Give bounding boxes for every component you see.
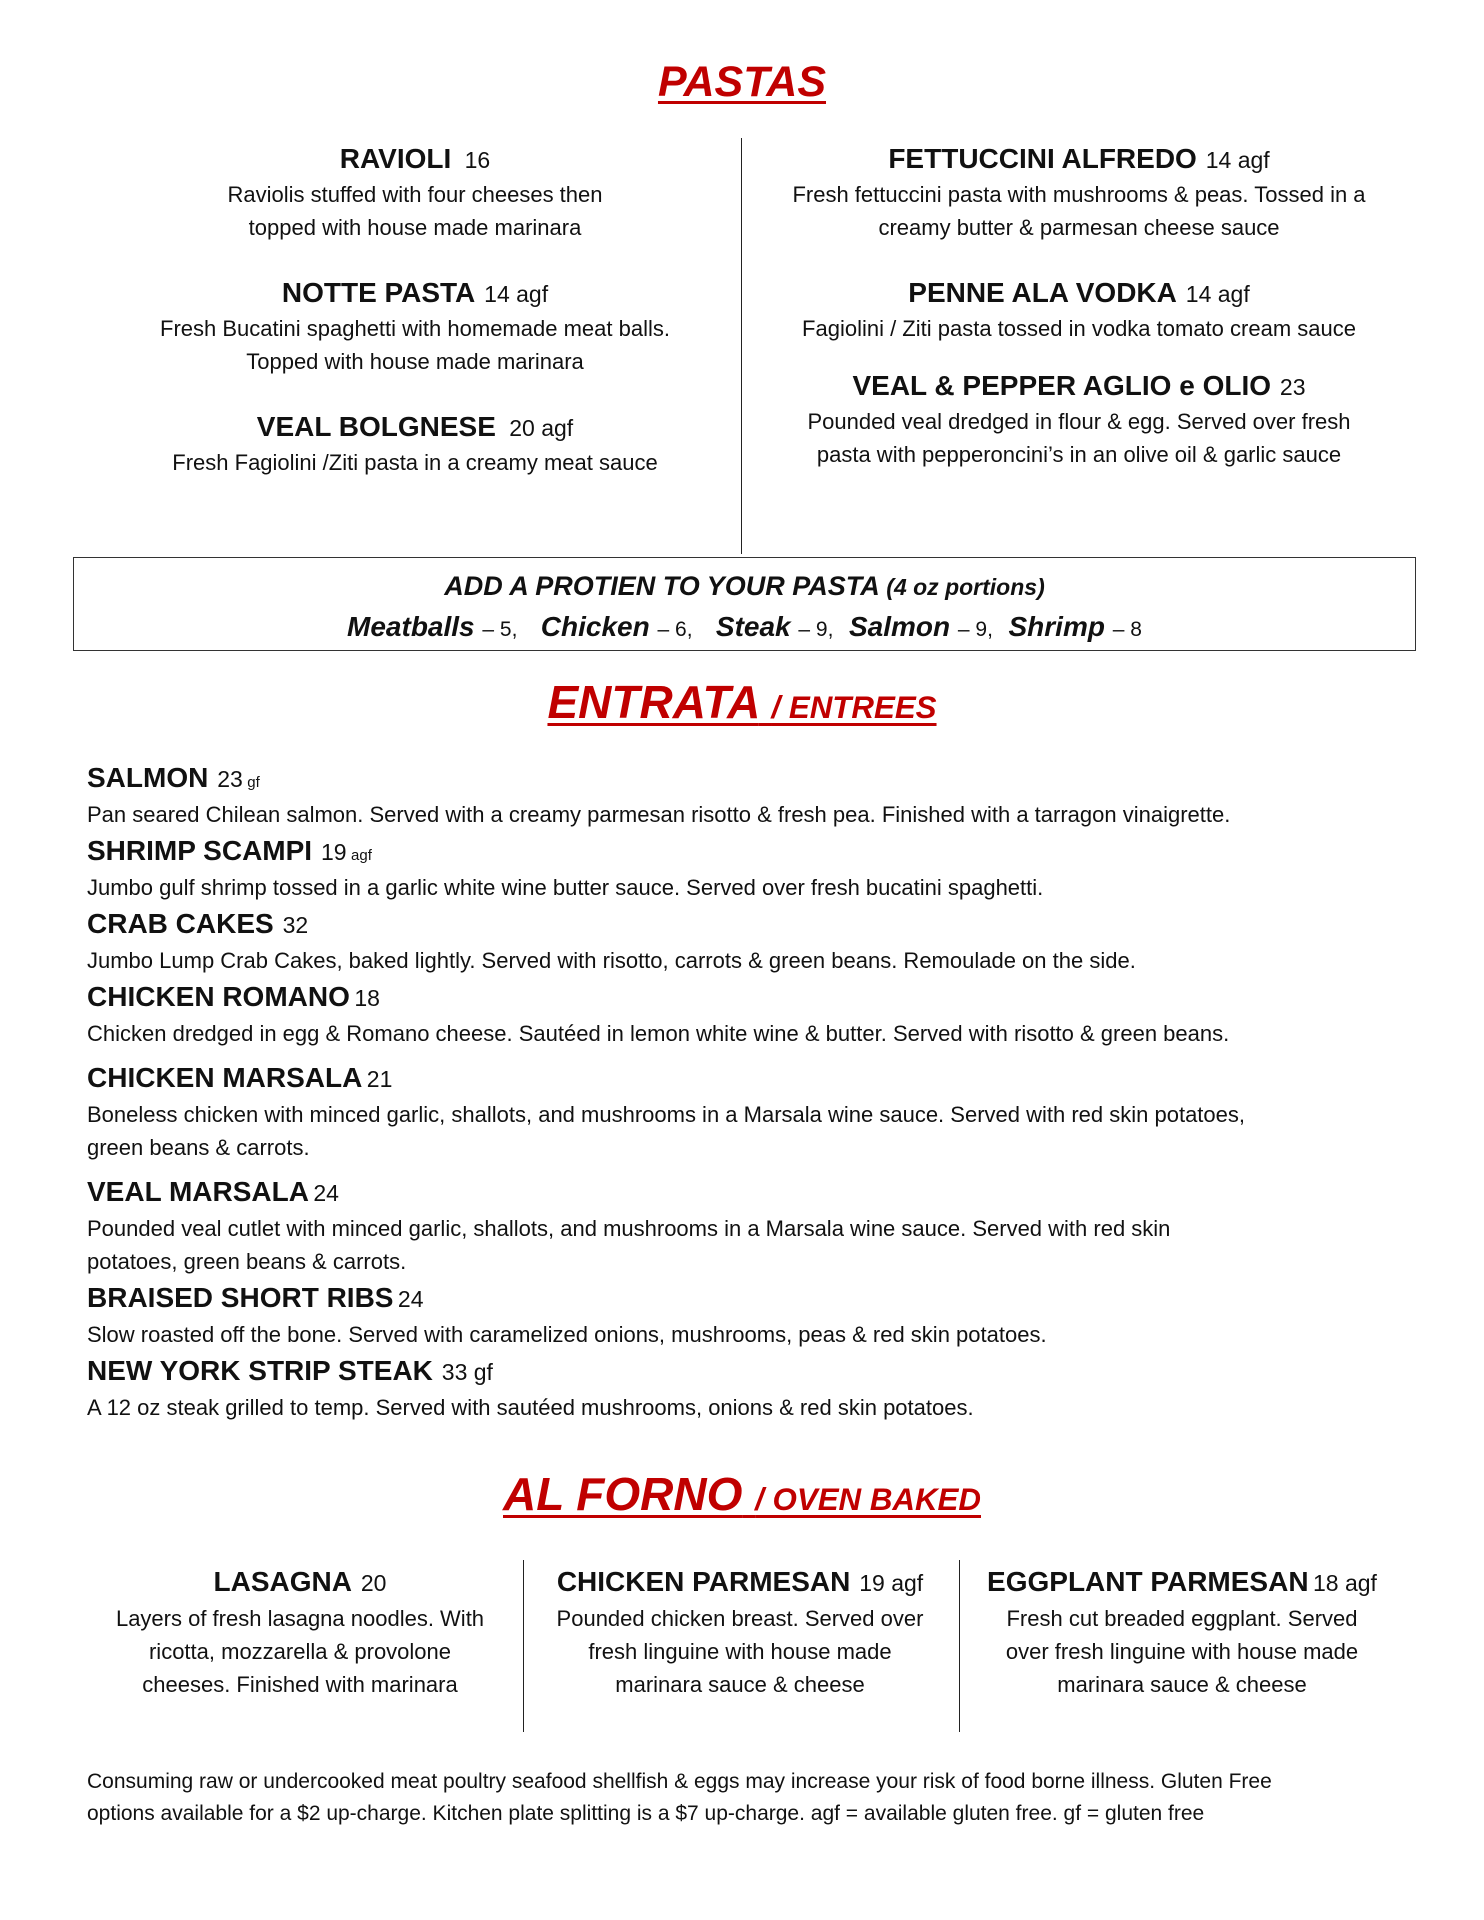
- forno-item-lasagna: [90, 1562, 510, 1701]
- protein-option-price: – 6,: [657, 618, 693, 641]
- item-desc-line: Pounded veal dredged in flour & egg. Served over fresh: [807, 409, 1351, 434]
- item-tag: gf: [247, 774, 260, 791]
- item-price: 23: [217, 766, 243, 792]
- entree-item-shrimp-scampi: [87, 831, 1417, 904]
- footer-line: Consuming raw or undercooked meat poultry seafood shellfish & eggs may increase your risk of food borne illness. Gluten Free: [87, 1770, 1272, 1793]
- item-desc-line: pasta with pepperoncini’s in an olive oil & garlic sauce: [816, 442, 1342, 467]
- item-price: 20: [360, 1570, 387, 1596]
- pastas-title: PASTAS: [657, 58, 827, 106]
- al-forno-title: [0, 1467, 1484, 1521]
- entrees-title-main: ENTRATA: [547, 676, 759, 728]
- item-desc-line: Fagiolini / Ziti pasta tossed in vodka tomato cream sauce: [802, 316, 1356, 341]
- item-price: 20 agf: [509, 415, 574, 441]
- item-name: NEW YORK STRIP STEAK: [87, 1355, 433, 1386]
- item-name: BRAISED SHORT RIBS: [87, 1282, 394, 1313]
- pasta-item-veal-bolgnese: [90, 408, 740, 479]
- item-desc-line: Fresh Fagiolini /Ziti pasta in a creamy meat sauce: [172, 450, 658, 475]
- pasta-item-ravioli: [90, 140, 740, 244]
- add-protein-title: ADD A PROTIEN TO YOUR PASTA: [444, 571, 879, 601]
- entree-item-chicken-romano: [87, 977, 1417, 1050]
- add-protein-note: (4 oz portions): [886, 574, 1045, 600]
- protein-option-price: – 5,: [482, 618, 518, 641]
- protein-option-name: Shrimp: [1008, 611, 1105, 642]
- protein-option-name: Salmon: [848, 611, 951, 642]
- item-price: 14 agf: [1205, 147, 1270, 173]
- forno-column-divider-1: [523, 1560, 524, 1732]
- item-name: SALMON: [87, 762, 209, 793]
- item-desc-line: potatoes, green beans & carrots.: [87, 1249, 407, 1274]
- item-name: VEAL BOLGNESE: [256, 411, 496, 442]
- item-desc-line: marinara sauce & cheese: [615, 1672, 865, 1697]
- item-price: 24: [313, 1180, 339, 1206]
- item-name: LASAGNA: [213, 1566, 352, 1597]
- item-price: 14 agf: [484, 281, 549, 307]
- item-desc-line: green beans & carrots.: [87, 1135, 310, 1160]
- item-name: EGGPLANT PARMESAN: [987, 1566, 1309, 1597]
- item-desc-line: ricotta, mozzarella & provolone: [148, 1639, 452, 1664]
- item-desc-line: Jumbo Lump Crab Cakes, baked lightly. Served with risotto, carrots & green beans. Remoulade on the side.: [87, 948, 1136, 973]
- item-desc-line: A 12 oz steak grilled to temp. Served with sautéed mushrooms, onions & red skin potatoes.: [87, 1395, 974, 1420]
- entree-item-crab-cakes: [87, 904, 1417, 977]
- item-price: 18: [354, 985, 380, 1011]
- footer-line: options available for a $2 up-charge. Kitchen plate splitting is a $7 up-charge. agf = available gluten free. gf = gluten free: [87, 1802, 1205, 1825]
- item-price: 19 agf: [859, 1570, 924, 1596]
- item-price: 14 agf: [1185, 281, 1250, 307]
- entrees-list: [87, 758, 1417, 1424]
- item-name: NOTTE PASTA: [281, 277, 476, 308]
- item-desc-line: topped with house made marinara: [248, 215, 582, 240]
- entree-item-chicken-marsala: [87, 1058, 1417, 1164]
- item-desc-line: Raviolis stuffed with four cheeses then: [227, 182, 603, 207]
- pasta-item-notte-pasta: [90, 274, 740, 378]
- item-price: 19: [320, 839, 347, 865]
- entrees-title-sub: / ENTREES: [771, 690, 937, 725]
- entree-item-braised-short-ribs: [87, 1278, 1417, 1351]
- item-desc-line: Slow roasted off the bone. Served with caramelized onions, mushrooms, peas & red skin potatoes.: [87, 1322, 1047, 1347]
- entree-item-salmon: [87, 758, 1417, 831]
- protein-option-price: – 9,: [957, 618, 993, 641]
- item-desc-line: over fresh linguine with house made: [1005, 1639, 1359, 1664]
- item-name: CHICKEN ROMANO: [87, 981, 350, 1012]
- al-forno-title-sub: / OVEN BAKED: [755, 1482, 981, 1517]
- item-name: PENNE ALA VODKA: [908, 277, 1177, 308]
- add-protein-options: [74, 607, 1415, 650]
- item-desc-line: Topped with house made marinara: [246, 349, 584, 374]
- forno-item-eggplant-parmesan: [964, 1562, 1400, 1701]
- item-name: CHICKEN PARMESAN: [556, 1566, 851, 1597]
- item-name: VEAL & PEPPER AGLIO e OLIO: [852, 370, 1272, 401]
- pasta-item-penne-ala-vodka: [752, 274, 1406, 345]
- item-desc-line: Pan seared Chilean salmon. Served with a creamy parmesan risotto & fresh pea. Finished with a tarragon vinaigrette.: [87, 802, 1231, 827]
- item-desc-line: cheeses. Finished with marinara: [142, 1672, 458, 1697]
- pasta-item-fettuccini-alfredo: [752, 140, 1406, 244]
- item-desc-line: Pounded chicken breast. Served over: [556, 1606, 924, 1631]
- item-desc-line: creamy butter & parmesan cheese sauce: [878, 215, 1280, 240]
- protein-option-name: Chicken: [540, 611, 650, 642]
- footer-disclaimer: [87, 1766, 1417, 1830]
- item-desc-line: fresh linguine with house made: [588, 1639, 892, 1664]
- protein-option-name: Meatballs: [347, 611, 475, 642]
- item-desc-line: Boneless chicken with minced garlic, shallots, and mushrooms in a Marsala wine sauce. Served with red skin potatoes,: [87, 1102, 1245, 1127]
- item-price: 32: [282, 912, 309, 938]
- al-forno-title-text: [503, 1468, 981, 1520]
- item-desc-line: Chicken dredged in egg & Romano cheese. Sautéed in lemon white wine & butter. Served with risotto & green beans.: [87, 1021, 1230, 1046]
- item-desc-line: Fresh cut breaded eggplant. Served: [1006, 1606, 1358, 1631]
- item-name: SHRIMP SCAMPI: [87, 835, 313, 866]
- add-protein-heading: [74, 566, 1415, 607]
- item-price: 18 agf: [1313, 1570, 1377, 1596]
- pasta-right-column: [752, 140, 1406, 501]
- item-name: CHICKEN MARSALA: [87, 1062, 363, 1093]
- item-desc-line: Fresh fettuccini pasta with mushrooms & peas. Tossed in a: [792, 182, 1366, 207]
- pasta-item-veal-pepper-aglio-olio: [752, 367, 1406, 471]
- item-price: 33 gf: [441, 1359, 493, 1385]
- item-desc-line: Layers of fresh lasagna noodles. With: [115, 1606, 485, 1631]
- item-price: 16: [464, 147, 491, 173]
- item-name: VEAL MARSALA: [87, 1176, 309, 1207]
- protein-option-price: – 9,: [798, 618, 834, 641]
- entree-item-new-york-strip-steak: [87, 1351, 1417, 1424]
- pasta-column-divider: [741, 138, 742, 554]
- forno-column-divider-2: [959, 1560, 960, 1732]
- item-price: 23: [1279, 374, 1306, 400]
- entree-item-veal-marsala: [87, 1172, 1417, 1278]
- item-name: RAVIOLI: [339, 143, 452, 174]
- item-desc-line: Jumbo gulf shrimp tossed in a garlic white wine butter sauce. Served over fresh bucatini spaghetti.: [87, 875, 1044, 900]
- protein-option-name: Steak: [715, 611, 791, 642]
- add-protein-box: [73, 557, 1416, 651]
- pasta-left-column: [90, 140, 740, 509]
- item-name: CRAB CAKES: [87, 908, 274, 939]
- protein-option-price: – 8: [1112, 618, 1142, 641]
- item-desc-line: Pounded veal cutlet with minced garlic, shallots, and mushrooms in a Marsala wine sauce. Served with red skin: [87, 1216, 1171, 1241]
- item-tag: agf: [351, 847, 372, 864]
- forno-item-chicken-parmesan: [528, 1562, 952, 1701]
- item-price: 21: [366, 1066, 393, 1092]
- entrees-title: [0, 675, 1484, 729]
- entrees-title-text: [547, 676, 936, 728]
- item-price: 24: [397, 1286, 424, 1312]
- item-desc-line: Fresh Bucatini spaghetti with homemade meat balls.: [160, 316, 670, 341]
- item-desc-line: marinara sauce & cheese: [1057, 1672, 1307, 1697]
- item-name: FETTUCCINI ALFREDO: [888, 143, 1197, 174]
- al-forno-title-main: AL FORNO: [503, 1468, 743, 1520]
